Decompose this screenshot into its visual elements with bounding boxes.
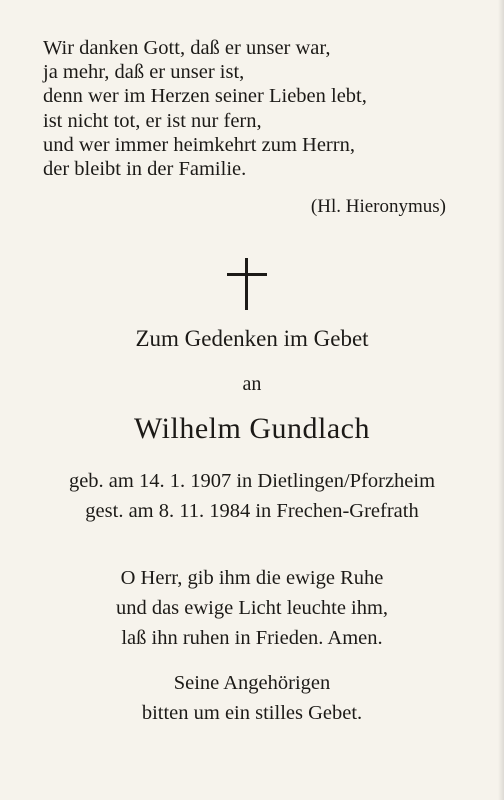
deceased-name: Wilhelm Gundlach: [134, 412, 370, 445]
prayer-line: laß ihn ruhen in Frieden. Amen.: [121, 627, 383, 649]
prayer-line: O Herr, gib ihm die ewige Ruhe: [120, 567, 384, 589]
closing-line: bitten um ein stilles Gebet.: [141, 702, 363, 724]
memorial-connector: an: [242, 373, 262, 395]
cross-horizontal-bar: [227, 273, 267, 276]
poem-line: ja mehr, daß er unser ist,: [43, 61, 245, 84]
poem-attribution: (Hl. Hieronymus): [310, 196, 446, 217]
death-date: gest. am 8. 11. 1984 in Frechen-Grefrath: [85, 500, 419, 522]
memorial-heading: Zum Gedenken im Gebet: [135, 326, 369, 351]
opening-poem: [43, 36, 367, 181]
closing-text: [0, 668, 504, 728]
prayer-line: und das ewige Licht leuchte ihm,: [115, 597, 389, 619]
poem-line: denn wer im Herzen seiner Lieben lebt,: [43, 85, 367, 108]
birth-date: geb. am 14. 1. 1907 in Dietlingen/Pforzheim: [68, 470, 436, 492]
poem-line: Wir danken Gott, daß er unser war,: [43, 37, 331, 59]
life-dates: [0, 466, 504, 526]
cross-vertical-bar: [245, 258, 248, 310]
poem-line: und wer immer heimkehrt zum Herrn,: [43, 133, 355, 156]
poem-line: ist nicht tot, er ist nur fern,: [43, 109, 262, 132]
poem-line: der bleibt in der Familie.: [43, 158, 247, 181]
closing-line: Seine Angehörigen: [173, 672, 331, 694]
prayer-text: [0, 563, 504, 653]
cross-icon: [227, 258, 267, 310]
